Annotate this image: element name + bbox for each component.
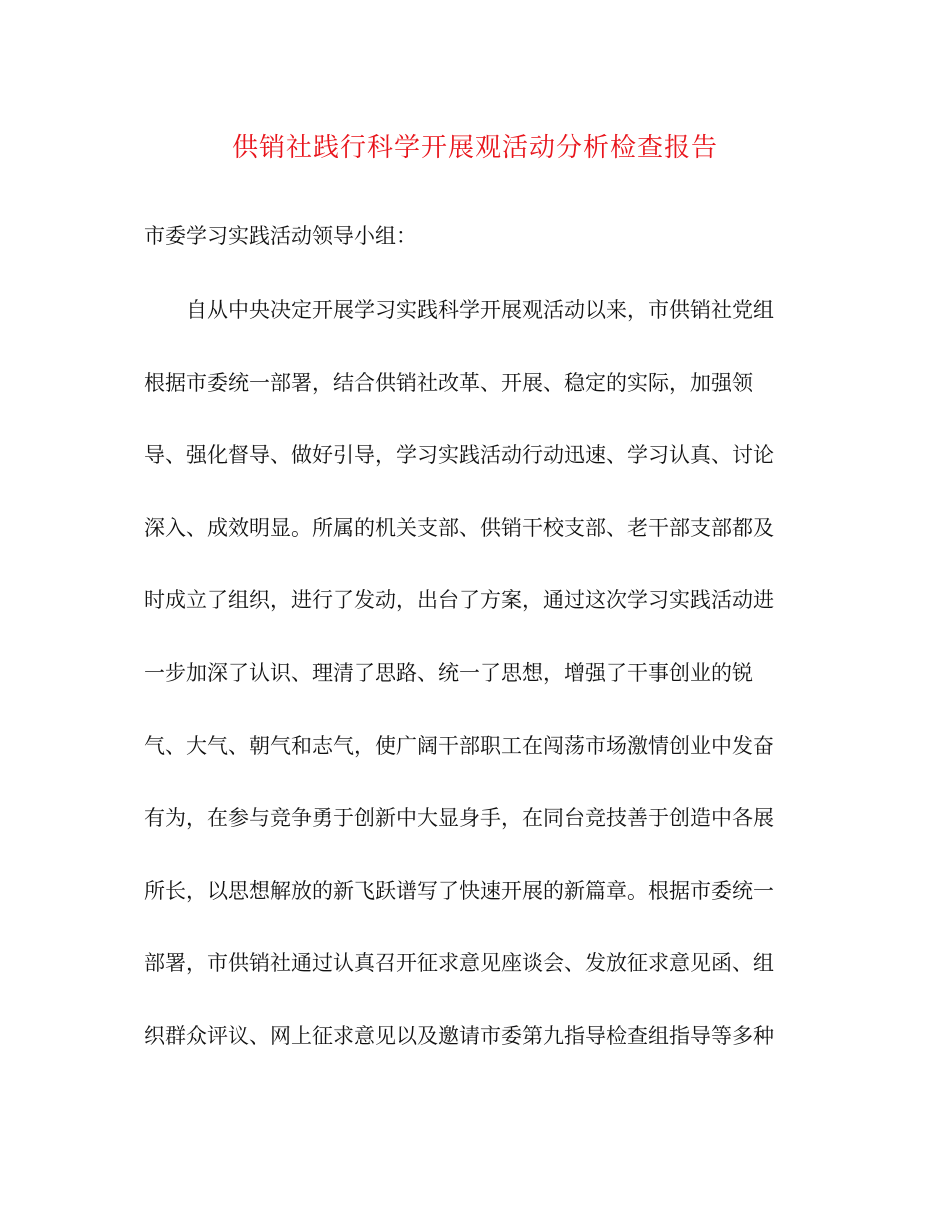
body-line: 织群众评议、网上征求意见以及邀请市委第九指导检查组指导等多种 xyxy=(144,1024,774,1048)
body-line: 所长，以思想解放的新飞跃谱写了快速开展的新篇章。根据市委统一 xyxy=(144,878,774,903)
salutation: 市委学习实践活动领导小组： xyxy=(144,224,417,248)
body-line: 时成立了组织，进行了发动，出台了方案，通过这次学习实践活动进 xyxy=(144,588,774,613)
body-line: 根据市委统一部署，结合供销社改革、开展、稳定的实际，加强领 xyxy=(144,370,753,395)
body-line: 部署，市供销社通过认真召开征求意见座谈会、发放征求意见函、组 xyxy=(144,951,774,976)
body-line: 导、强化督导、做好引导，学习实践活动行动迅速、学习认真、讨论 xyxy=(144,443,774,468)
body-line: 气、大气、朝气和志气，使广阔干部职工在闯荡市场激情创业中发奋 xyxy=(144,733,774,758)
body-line: 自从中央决定开展学习实践科学开展观活动以来，市供销社党组 xyxy=(186,298,774,322)
document-title: 供销社践行科学开展观活动分析检查报告 xyxy=(231,133,718,163)
body-line: 一步加深了认识、理清了思路、统一了思想，增强了干事创业的锐 xyxy=(144,661,753,685)
body-line: 有为，在参与竞争勇于创新中大显身手，在同台竞技善于创造中各展 xyxy=(144,806,774,831)
body-line: 深入、成效明显。所属的机关支部、供销干校支部、老干部支部都及 xyxy=(144,515,774,540)
